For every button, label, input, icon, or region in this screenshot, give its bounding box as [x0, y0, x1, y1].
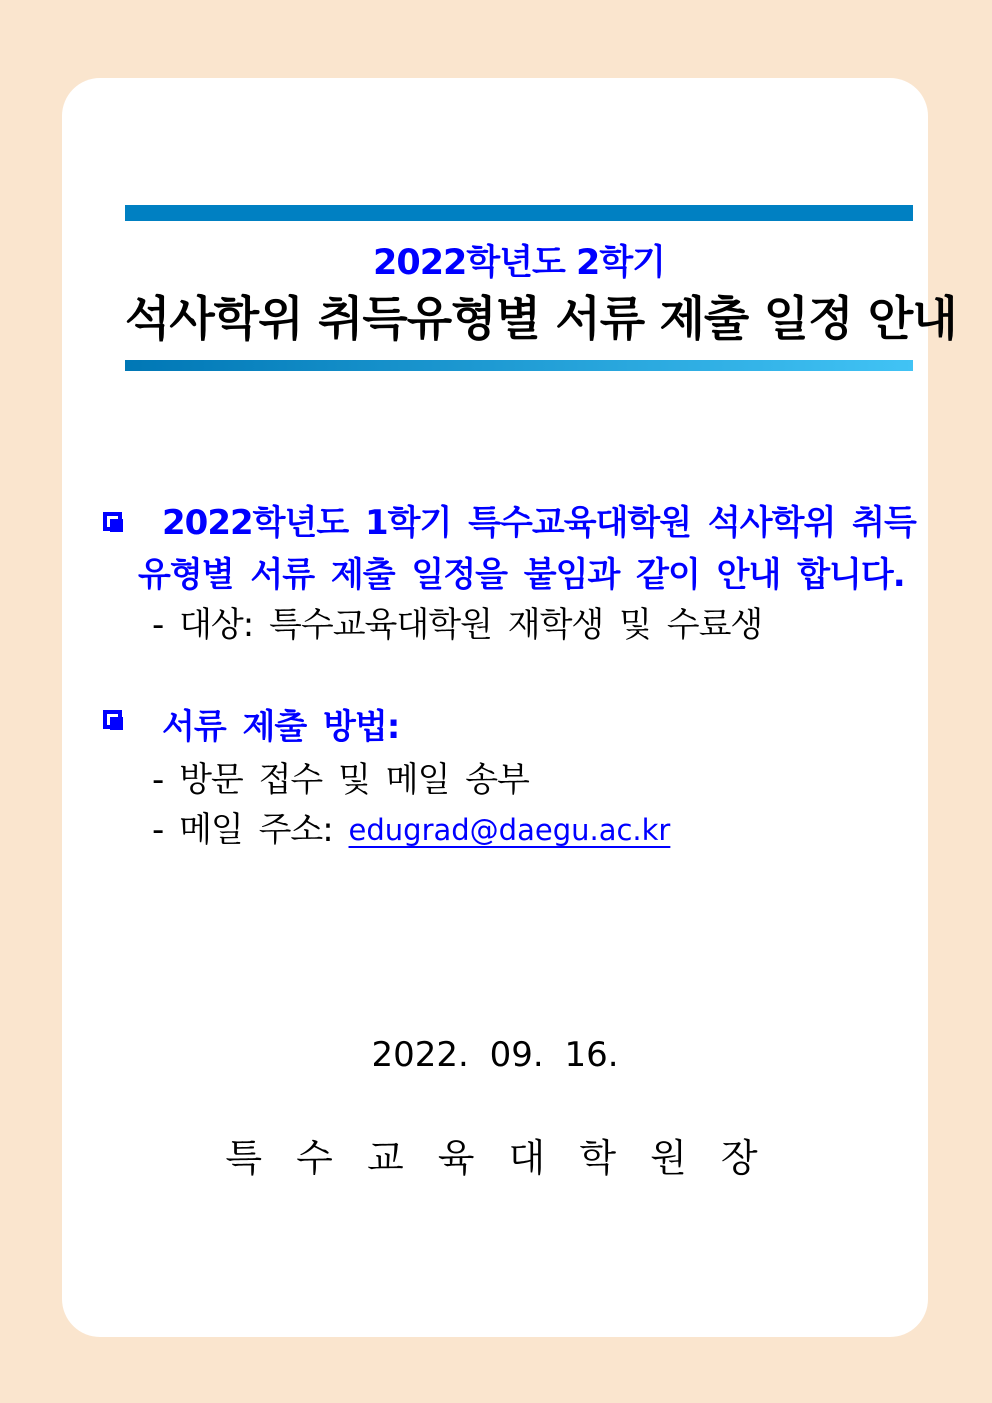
notice-card — [62, 78, 957, 1337]
section2-heading: 서류 제출 방법: — [162, 707, 400, 747]
section2-email-line — [152, 810, 670, 850]
semester-subtitle: 2022학년도 2학기 — [372, 243, 665, 283]
notice-date: 2022. 09. 16. — [371, 1035, 619, 1075]
header-top-bar — [125, 205, 913, 221]
email-prefix-label: - 메일 주소: — [152, 810, 349, 850]
square-bullet-inner-icon — [110, 717, 123, 730]
dean-signature: 특 수 교 육 대 학 원 장 — [225, 1136, 765, 1180]
square-bullet-icon — [103, 710, 122, 729]
section1-line-1: 2022학년도 1학기 특수교육대학원 석사학위 취득 — [162, 503, 916, 543]
section1-target-line: - 대상: 특수교육대학원 재학생 및 수료생 — [152, 605, 763, 645]
section2-method-line: - 방문 접수 및 메일 송부 — [152, 760, 529, 800]
email-link[interactable]: edugrad@daegu.ac.kr — [348, 813, 671, 847]
notice-title: 석사학위 취득유형별 서류 제출 일정 안내 — [125, 292, 957, 347]
section1-line-2: 유형별 서류 제출 일정을 붙임과 같이 안내 합니다. — [138, 555, 905, 595]
header-divider — [125, 360, 913, 371]
square-bullet-inner-icon — [110, 519, 123, 532]
square-bullet-icon — [103, 512, 122, 531]
